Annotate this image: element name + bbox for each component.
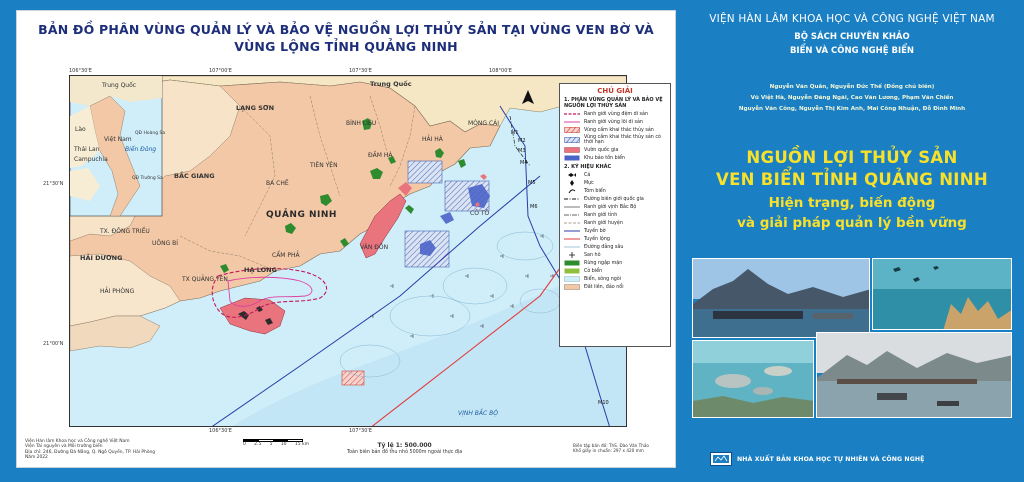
label-tien-yen: TIÊN YÊN	[310, 162, 338, 169]
inset-label-hoang-sa: QĐ Hoàng Sa	[135, 131, 166, 136]
marker-m1: M1	[511, 130, 519, 136]
photo-bay-boats	[816, 332, 1012, 418]
photo-fish	[692, 340, 814, 418]
label-ba-che: BA CHẼ	[266, 180, 289, 187]
inset-label-trung-quoc: Trung Quốc	[102, 82, 137, 89]
legend-item-fish: Cá	[564, 171, 666, 179]
legend-item-district-line: Ranh giới huyện	[564, 219, 666, 227]
coastal-line-icon	[564, 228, 580, 234]
marker-m5: M5	[528, 180, 536, 186]
map-panel	[16, 10, 676, 468]
offshore-line-icon	[564, 236, 580, 242]
label-van-don: VÂN ĐỒN	[360, 244, 389, 251]
coral-icon	[564, 252, 580, 258]
legend-item-buffer: Ranh giới vùng đệm di sản	[564, 110, 666, 118]
legend-item-offshore-line: Tuyến lộng	[564, 235, 666, 243]
publisher	[710, 452, 925, 466]
label-quang-yen: TX QUẢNG YÊN	[182, 276, 228, 283]
legend-item-gulf-boundary: Ranh giới vịnh Bắc Bộ	[564, 203, 666, 211]
province-line-icon	[564, 212, 580, 218]
front-cover	[680, 0, 1024, 482]
legend-item-coral: San hô	[564, 251, 666, 259]
photo-harbor	[692, 258, 870, 338]
map-frame	[69, 75, 627, 427]
label-hai-duong: HẢI DƯƠNG	[80, 254, 123, 262]
inset-label-campuchia: Campuchia	[74, 156, 108, 163]
map-title-line-2: VÙNG LỘNG TỈNH QUẢNG NINH	[234, 39, 458, 54]
legend-section-1: 1. PHÂN VÙNG QUẢN LÝ VÀ BẢO VỆ NGUỒN LỢI THỦY SẢN	[564, 97, 663, 109]
inset-label-viet-nam: Việt Nam	[104, 136, 132, 143]
series-line-2: BIỂN VÀ CÔNG NGHỆ BIỂN	[789, 46, 915, 56]
fish-icon	[564, 172, 580, 178]
authors-line-3: Nguyễn Văn Công, Nguyễn Thị Kim Anh, Mai Công Nhuận, Đỗ Đình Minh	[738, 106, 966, 112]
gulf-line-icon	[564, 204, 580, 210]
legend-item-mangrove: Rừng ngập mặn	[564, 259, 666, 267]
legend-item-marine-reserve: Khu bảo tồn biển	[564, 154, 666, 162]
book-title-line-1: NGUỒN LỢI THỦY SẢN	[746, 148, 958, 167]
label-trung-quoc: Trung Quốc	[370, 80, 412, 88]
coord-top-2: 107°00'E	[209, 68, 232, 74]
legend-item-national-park: Vườn quốc gia	[564, 146, 666, 154]
photo-coral	[872, 258, 1012, 330]
legend-section-2: 2. KÝ HIỆU KHÁC	[564, 164, 612, 170]
legend-item-sea: Biển, sông ngòi	[564, 275, 666, 283]
legend-item-land: Đất liền, đảo nổi	[564, 283, 666, 291]
label-vinh-bac-bo: VỊNH BẮC BỘ	[458, 410, 498, 417]
marker-m6: M6	[530, 204, 538, 210]
label-hai-ha: HẢI HÀ	[422, 136, 443, 143]
legend-item-shrimp: Tôm biển	[564, 187, 666, 195]
legend-item-seagrass: Cỏ biển	[564, 267, 666, 275]
map-canvas	[70, 76, 627, 427]
authors-block	[680, 82, 1024, 115]
inset-label-lao: Lào	[75, 126, 86, 133]
subtitle-line-2: và giải pháp quản lý bền vững	[737, 215, 967, 231]
scale-caption: Tỷ lệ 1: 500.000 Toàn biên bản đồ thu nhỏ 5000m ngoài thực địa	[347, 442, 463, 455]
publisher-name: NHÀ XUẤT BẢN KHOA HỌC TỰ NHIÊN VÀ CÔNG NGHỆ	[737, 455, 925, 463]
label-lang-son: LẠNG SƠN	[236, 104, 275, 112]
map-editor: Biên tập bản đồ: ThS. Đào Văn Thảo Khổ giấy in chuẩn: 297 x 420 mm	[573, 443, 649, 454]
blue-box-icon	[564, 155, 580, 161]
red-hatch-icon	[564, 127, 580, 133]
legend-item-border: Đường biên giới quốc gia	[564, 195, 666, 203]
coord-top-1: 106°30'E	[69, 68, 92, 74]
legend-item-depth: Đường đẳng sâu	[564, 243, 666, 251]
inset-label-truong-sa: QĐ Trường Sa	[132, 176, 163, 181]
label-quang-ninh: QUẢNG NINH	[266, 210, 337, 220]
coord-bottom-2: 107°30'E	[349, 428, 372, 434]
legend-title: CHÚ GIẢI	[597, 87, 633, 95]
label-dong-trieu: TX. ĐÔNG TRIỀU	[100, 228, 150, 235]
label-co-to: CÔ TÔ	[470, 210, 490, 217]
sea-box-icon	[564, 276, 580, 282]
subtitle-line-1: Hiện trạng, biến động	[768, 195, 936, 211]
map-title-line-1: BẢN ĐỒ PHÂN VÙNG QUẢN LÝ VÀ BẢO VỆ NGUỒN LỢI THỦY SẢN TẠI VÙNG VEN BỜ VÀ	[38, 22, 654, 37]
squid-icon	[564, 180, 580, 186]
label-cam-pha: CẨM PHẢ	[272, 252, 300, 259]
border-line-icon	[564, 196, 580, 202]
seagrass-box-icon	[564, 268, 580, 274]
depth-line-icon	[564, 244, 580, 250]
map-credits: Viện Hàn lâm Khoa học và Công nghệ Việt Nam Viện Tài nguyên và Môi trường biển Địa chỉ: 246, Đường Đà Nẵng, Q. Ngô Quyền, TP. Hải Phòng Năm 2022	[25, 439, 156, 461]
book-title-line-2: VEN BIỂN TỈNH QUẢNG NINH	[716, 170, 988, 189]
red-box-icon	[564, 147, 580, 153]
coord-left-2: 21°00'N	[43, 341, 64, 347]
label-bac-giang: BẮC GIANG	[174, 172, 215, 180]
inset-label-thai-lan: Thái Lan	[74, 146, 100, 153]
label-dam-ha: ĐẦM HÀ	[368, 152, 393, 159]
district-line-icon	[564, 220, 580, 226]
coord-left-1: 21°30'N	[43, 181, 64, 187]
map-legend	[559, 83, 671, 347]
mangrove-box-icon	[564, 260, 580, 266]
marker-m2: M2	[518, 138, 526, 144]
land-box-icon	[564, 284, 580, 290]
label-uong-bi: UÔNG BÍ	[152, 240, 179, 247]
legend-item-seasonal-ban: Vùng cấm khai thác thủy sản có thời hạn	[564, 134, 666, 146]
dashed-line-icon	[564, 111, 580, 117]
authors-line-2: Vũ Việt Hà, Nguyễn Đăng Ngãi, Cao Văn Lương, Phạm Văn Chiến	[750, 95, 954, 101]
inset-label-bien-dong: Biển Đông	[125, 146, 157, 153]
coord-top-3: 107°30'E	[349, 68, 372, 74]
legend-item-no-fishing: Vùng cấm khai thác thủy sản	[564, 126, 666, 134]
legend-item-squid: Mực	[564, 179, 666, 187]
label-binh-lieu: BÌNH LIÊU	[346, 120, 377, 127]
map-title	[17, 21, 675, 55]
legend-item-core: Ranh giới vùng lõi di sản	[564, 118, 666, 126]
solid-line-icon	[564, 119, 580, 125]
series-line-1: BỘ SÁCH CHUYÊN KHẢO	[794, 32, 910, 42]
legend-item-province-line: Ranh giới tỉnh	[564, 211, 666, 219]
scale-bar: 0 2.5 5 10 15 km	[243, 439, 323, 447]
institute-name: VIỆN HÀN LÂM KHOA HỌC VÀ CÔNG NGHỆ VIỆT NAM	[709, 13, 995, 25]
coord-bottom-1: 106°30'E	[209, 428, 232, 434]
blue-hatch-icon	[564, 137, 580, 143]
marker-m3: M3	[518, 148, 526, 154]
label-hai-phong: HẢI PHÒNG	[100, 288, 135, 295]
label-ha-long: HẠ LONG	[244, 266, 277, 274]
publisher-logo-icon	[710, 452, 732, 466]
marker-m10: M10	[598, 400, 609, 406]
label-mong-cai: MÓNG CÁI	[468, 120, 500, 127]
legend-item-coastal-line: Tuyến bờ	[564, 227, 666, 235]
authors-line-1: Nguyễn Văn Quân, Nguyễn Đức Thế (Đồng chủ biên)	[769, 84, 935, 90]
marker-m4: M4	[520, 160, 528, 166]
coord-top-4: 108°00'E	[489, 68, 512, 74]
shrimp-icon	[564, 188, 580, 194]
